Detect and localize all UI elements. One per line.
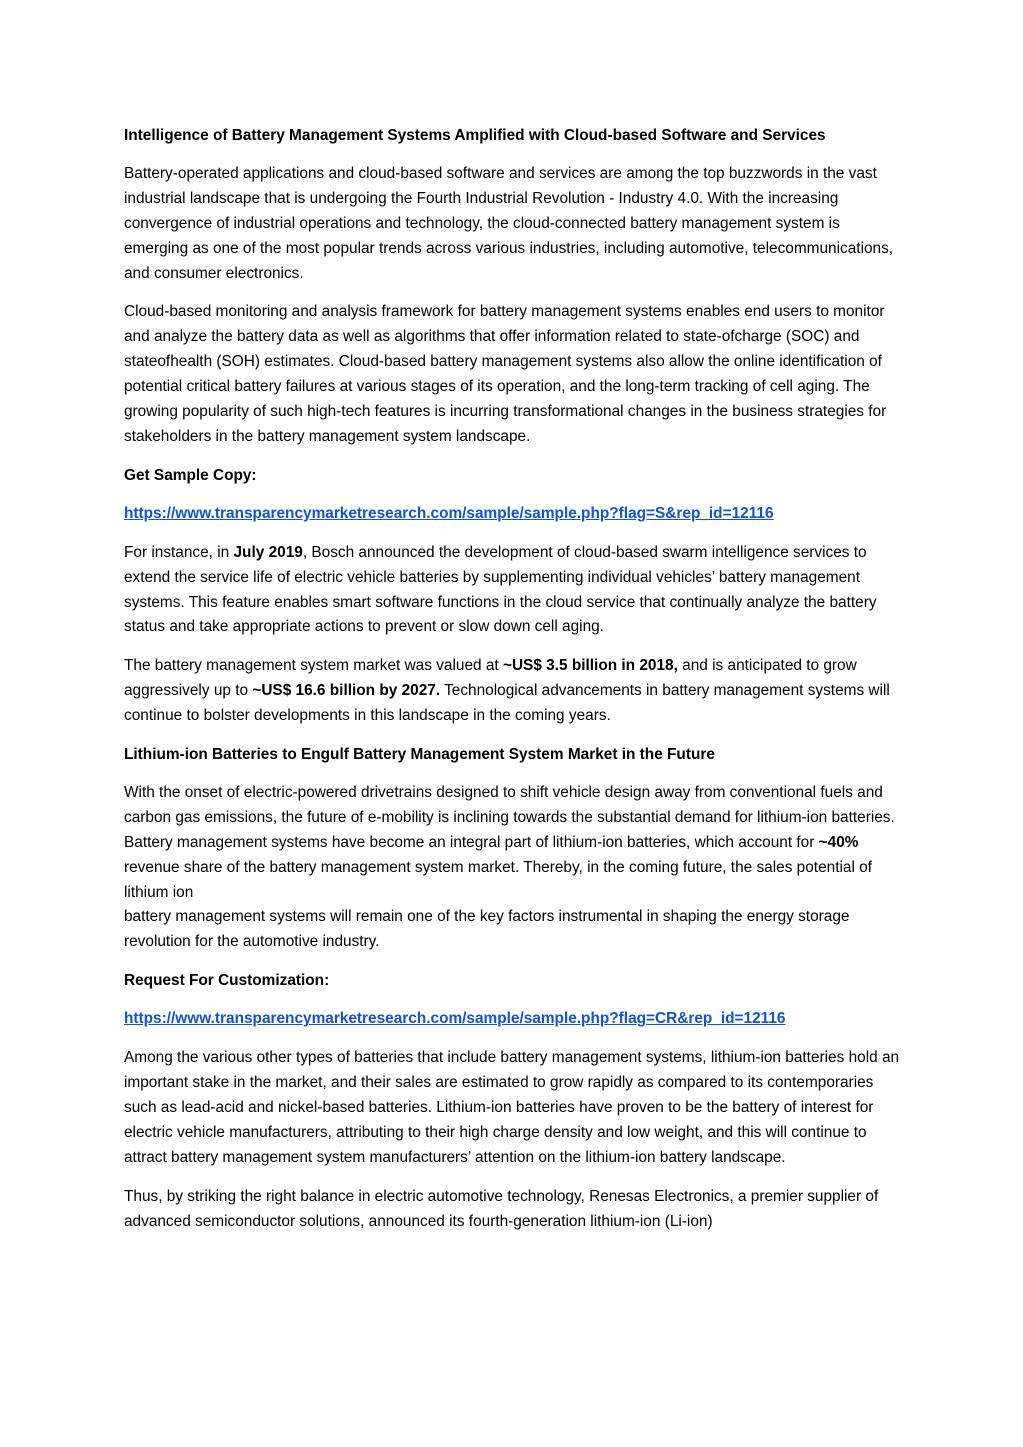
market-value-post: Technological advancements in battery management systems will continue to bolster developments in this landscape in the coming years. [124, 682, 890, 725]
document-title: Intelligence of Battery Management Systems Amplified with Cloud-based Software and Services [124, 127, 826, 144]
sample-copy-heading: Get Sample Copy: [124, 466, 257, 484]
lithium-ion-post2: battery management systems will remain one of the key factors instrumental in shaping the energy storage revolution for the automotive industry. [124, 908, 850, 951]
document-body [124, 124, 900, 1248]
lithium-ion-subheading: Lithium-ion Batteries to Engulf Battery Management System Market in the Future [124, 746, 715, 764]
paragraph-renesas: Thus, by striking the right balance in electric automotive technology, Renesas Electronics, a premier supplier of advanced semiconductor solutions, announced its fourth-generation lithium-ion (Li-ion) [124, 1187, 879, 1230]
paragraph-bosch [124, 541, 900, 641]
customization-heading: Request For Customization: [124, 972, 330, 990]
market-value-2018: ~US$ 3.5 billion in 2018, [502, 657, 678, 675]
paragraph-intro: Battery-operated applications and cloud-based software and services are among the top buzzwords in the vast industrial landscape that is undergoing the Fourth Industrial Revolution - Industry 4.0. With the increasing convergence of industrial operations and technology, the cloud-connected battery management system is emerging as one of the most popular trends across various industries, including automotive, telecommunications, and consumer electronics. [124, 164, 894, 282]
lithium-ion-post1: revenue share of the battery management system market. Thereby, in the coming future, the sales potential of lithium ion [124, 858, 872, 901]
paragraph-bosch-post: , Bosch announced the development of cloud-based swarm intelligence services to extend the service life of electric vehicle batteries by supplementing individual vehicles’ battery management systems. This feature enables smart software functions in the cloud service that continually analyze the battery status and take appropriate actions to prevent or slow down cell aging. [124, 543, 877, 636]
paragraph-market-value [124, 654, 900, 729]
paragraph-bosch-pre: For instance, in [124, 543, 234, 561]
paragraph-cloud-monitoring: Cloud-based monitoring and analysis framework for battery management systems enables end users to monitor and analyze the battery data as well as algorithms that offer information related to state-ofcharge (SOC) and stateofhealth (SOH) estimates. Cloud-based battery management systems also allow the online identification of potential critical battery failures at various stages of its operation, and the long-term tracking of cell aging. The growing popularity of such high-tech features is incurring transformational changes in the business strategies for stakeholders in the battery management system landscape. [124, 303, 887, 445]
lithium-ion-share: ~40% [818, 833, 859, 851]
customization-link-row [124, 1007, 900, 1032]
paragraph-battery-types: Among the various other types of batteries that include battery management systems, lithium-ion batteries hold an important stake in the market, and their sales are estimated to grow rapidly as compared to its contemporaries such as lead-acid and nickel-based batteries. Lithium-ion batteries have proven to be the battery of interest for electric vehicle manufacturers, attributing to their high charge density and low weight, and this will continue to attract battery management system manufacturers’ attention on the lithium-ion battery landscape. [124, 1049, 900, 1166]
lithium-ion-pre: With the onset of electric-powered drivetrains designed to shift vehicle design away from conventional fuels and carbon gas emissions, the future of e-mobility is inclining towards the substantial demand for lithium-ion batteries. Battery management systems have become an integral part of lithium-ion batteries, which account for [124, 783, 895, 851]
market-value-mid: and is anticipated to grow aggressively up to [124, 657, 857, 700]
sample-copy-link[interactable]: https://www.transparencymarketresearch.com/sample/sample.php?flag=S&rep_id=12116 [124, 504, 774, 522]
market-value-pre: The battery management system market was valued at [124, 657, 503, 675]
sample-link-row [124, 502, 900, 527]
market-value-2027: ~US$ 16.6 billion by 2027. [252, 682, 441, 700]
paragraph-bosch-date: July 2019 [233, 543, 303, 561]
customization-link[interactable]: https://www.transparencymarketresearch.com/sample/sample.php?flag=CR&rep_id=12116 [124, 1010, 786, 1028]
paragraph-lithium-ion [124, 781, 900, 955]
